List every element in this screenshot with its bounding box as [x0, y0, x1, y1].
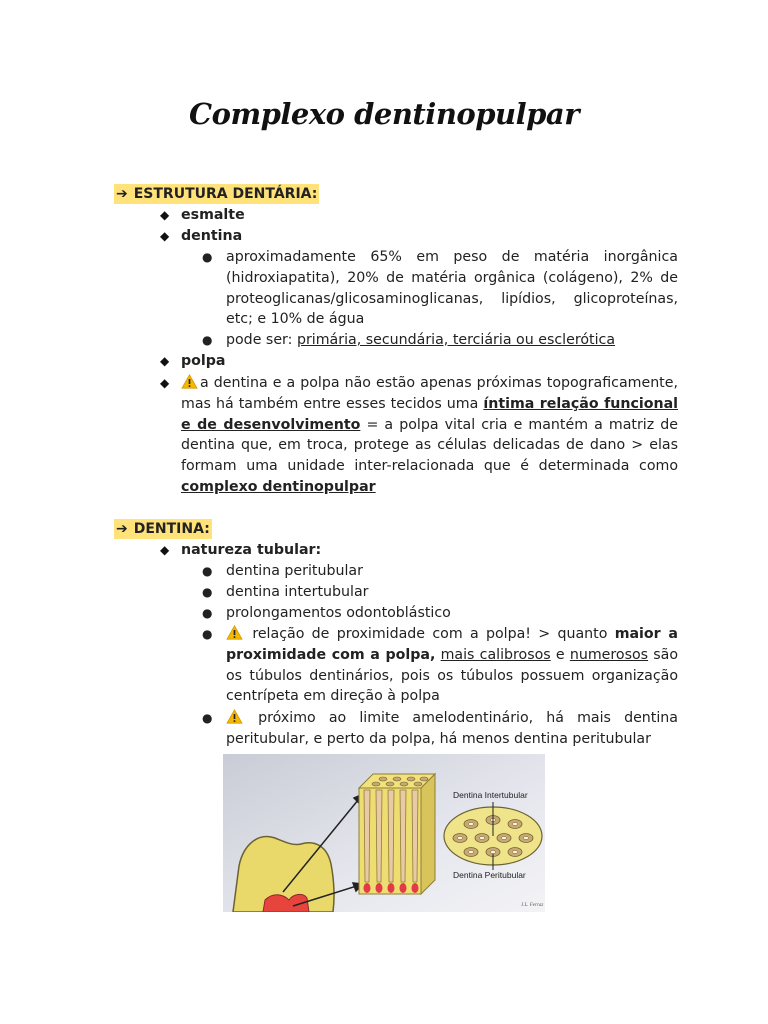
item-label: polpa [181, 353, 226, 369]
item-text [226, 624, 678, 707]
item-text-part: relação de proximidade com a polpa! > quanto [252, 626, 615, 642]
warning-icon [181, 374, 198, 389]
list-item-polpa [160, 351, 678, 372]
item-text [181, 373, 678, 498]
item-underline: mais calibrosos [440, 646, 551, 663]
tubule-block [359, 774, 435, 894]
list-item-esmalte [160, 205, 678, 226]
section-heading-label: DENTINA: [133, 521, 210, 537]
list-item-prolongamentos [202, 603, 678, 624]
diamond-bullet-icon: ◆ [160, 229, 170, 243]
item-text-part: próximo ao limite amelodentinário, há mais dentina peritubular, e perto da polpa, há menos dentina peritubular [226, 710, 678, 747]
dentin-tubules-illustration [223, 754, 545, 912]
note-text: a dentina e a polpa não estão apenas próximas topograficamente, mas há também entre esses tecidos uma [181, 375, 678, 412]
diamond-bullet-icon: ◆ [160, 354, 170, 368]
item-text-part: são os túbulos dentinários, pois os túbulos possuem organização centrípeta em direção à polpa [226, 646, 679, 705]
section-heading-dentina [114, 519, 212, 539]
round-bullet-icon: ● [202, 564, 213, 578]
diamond-bullet-icon: ◆ [160, 543, 170, 557]
item-text: prolongamentos odontoblástico [226, 605, 451, 621]
item-text: aproximadamente 65% em peso de matéria inorgânica (hidroxiapatita), 20% de matéria orgânica (colágeno), 2% de proteoglicanas/glicosaminoglicanas, lipídios, glicoproteínas, etc; e 10% de água [226, 249, 678, 328]
item-text: dentina intertubular [226, 584, 369, 600]
list-item-natureza [160, 540, 678, 561]
list-item-limite [202, 708, 678, 750]
section-heading-estrutura [114, 184, 319, 204]
diamond-bullet-icon: ◆ [160, 376, 170, 390]
arrow-right-icon: ➔ [116, 186, 128, 202]
round-bullet-icon: ● [202, 627, 213, 641]
round-bullet-icon: ● [202, 585, 213, 599]
page-title: Complexo dentinopulpar [189, 97, 579, 131]
item-text-part: e [550, 646, 570, 663]
list-item-peritubular [202, 561, 678, 582]
round-bullet-icon: ● [202, 250, 213, 264]
round-bullet-icon: ● [202, 711, 213, 725]
warning-icon [226, 625, 243, 640]
note-emphasis: íntima relação funcional e de desenvolvimento [181, 395, 679, 433]
note-emphasis: complexo dentinopulpar [181, 478, 376, 495]
item-label: esmalte [181, 207, 245, 223]
list-item-nota-complexo [160, 373, 678, 498]
item-text: dentina peritubular [226, 563, 363, 579]
warning-icon [226, 709, 243, 724]
dentina-types-link[interactable]: primária, secundária, terciária ou esclerótica [296, 332, 616, 348]
item-text [226, 708, 678, 750]
round-bullet-icon: ● [202, 606, 213, 620]
label-intertubular: Dentina Intertubular [453, 790, 528, 800]
list-item-composicao [202, 247, 678, 330]
section-heading-label: ESTRUTURA DENTÁRIA: [133, 186, 318, 202]
item-underline: numerosos [569, 646, 649, 663]
item-text [226, 330, 678, 351]
round-bullet-icon: ● [202, 333, 213, 347]
artist-signature: J.L. Ferraz [521, 903, 544, 908]
list-item-dentina [160, 226, 678, 247]
note-text: = a polpa vital cria e mantém a matriz de dentina que, em troca, protege as células delicadas de dano > elas formam uma unidade inter-relacionada que é determinada como [181, 416, 678, 475]
list-item-intertubular [202, 582, 678, 603]
item-label: natureza tubular: [181, 542, 322, 558]
item-emphasis: maior a proximidade com a polpa, [226, 626, 678, 663]
list-item-tipos [202, 330, 678, 351]
item-label: dentina [181, 228, 243, 244]
item-prefix: pode ser: [226, 332, 297, 348]
arrow-right-icon: ➔ [116, 521, 128, 537]
label-peritubular: Dentina Peritubular [453, 870, 526, 880]
diamond-bullet-icon: ◆ [160, 208, 170, 222]
list-item-proximidade [202, 624, 678, 707]
